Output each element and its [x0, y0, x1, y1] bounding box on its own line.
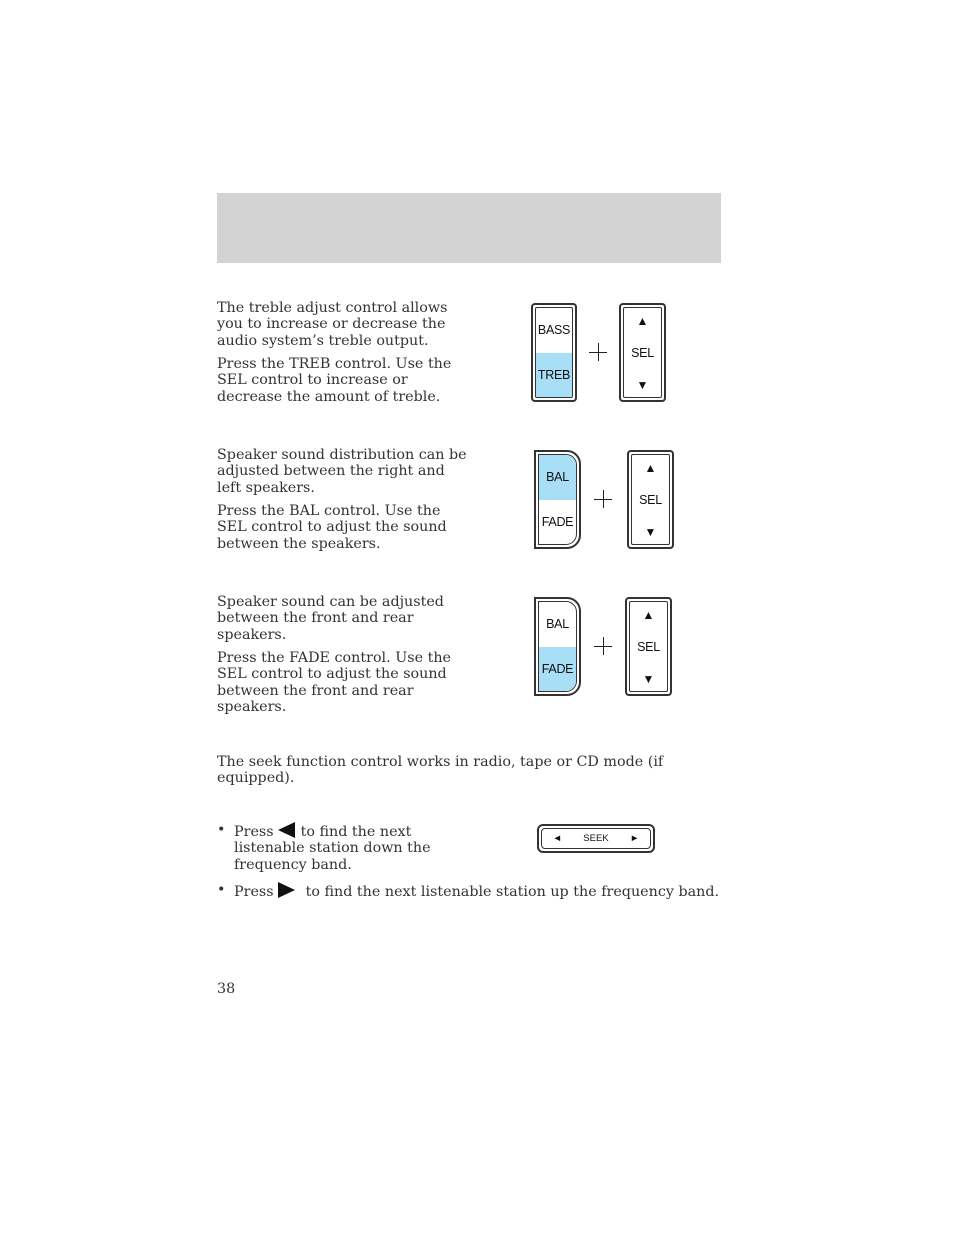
sel-label: SEL [639, 493, 662, 507]
bass-label: BASS [537, 323, 571, 338]
seek-down-arrow-icon [278, 822, 295, 838]
down-arrow-icon: ▼ [644, 525, 657, 539]
fade-description: Speaker sound can be adjusted between the front and rear speakers. [217, 594, 444, 643]
down-arrow-icon: ▼ [642, 672, 655, 686]
seek-right-arrow-icon: ► [629, 833, 640, 844]
seek-label: SEEK [583, 833, 609, 844]
seek-button[interactable] [537, 824, 655, 853]
sel-label: SEL [637, 640, 660, 654]
plus-icon [594, 637, 612, 655]
treble-description: The treble adjust control allows you to increase or decrease the audio system’s treble output. [217, 300, 448, 349]
bass-treb-button[interactable] [531, 303, 577, 402]
treb-label: TREB [536, 353, 572, 398]
seek-intro: The seek function control works in radio, tape or CD mode (if equipped). [217, 754, 664, 787]
bullet-icon: • [217, 822, 226, 838]
section-header-band [217, 193, 721, 263]
seek-up-arrow-icon [278, 882, 295, 898]
balance-description: Speaker sound distribution can be adjusted between the right and left speakers. [217, 447, 467, 496]
up-arrow-icon: ▲ [644, 461, 657, 475]
up-arrow-icon: ▲ [642, 608, 655, 622]
seek-left-arrow-icon: ◄ [552, 833, 563, 844]
plus-icon [594, 490, 612, 508]
press-label: Press [234, 884, 274, 900]
bullet-icon: • [217, 882, 226, 898]
sel-button-treble[interactable] [619, 303, 666, 402]
bal-label: BAL [546, 617, 569, 632]
fade-instructions: Press the FADE control. Use the SEL control to adjust the sound between the front and rear speakers. [217, 650, 452, 716]
fade-label: FADE [541, 514, 574, 529]
sel-button-fade[interactable] [625, 597, 672, 696]
seek-up-bullet [217, 882, 720, 900]
plus-icon [589, 343, 607, 361]
page-number: 38 [217, 981, 236, 997]
press-label: Press [234, 824, 274, 840]
sel-button-balance[interactable] [627, 450, 674, 549]
up-arrow-icon: ▲ [636, 314, 649, 328]
treble-instructions: Press the TREB control. Use the SEL control to increase or decrease the amount of treble. [217, 356, 452, 405]
seek-up-text: to find the next listenable station up the frequency band. [305, 884, 720, 900]
bal-fade-button-fade[interactable] [534, 597, 581, 696]
down-arrow-icon: ▼ [636, 378, 649, 392]
seek-down-bullet [217, 822, 457, 874]
sel-label: SEL [631, 346, 654, 360]
bal-label: BAL [539, 455, 576, 500]
bal-fade-button-balance[interactable] [534, 450, 581, 549]
seek-down-text: to find the next listenable station down the frequency band. [234, 824, 431, 873]
fade-label: FADE [539, 647, 576, 692]
balance-instructions: Press the BAL control. Use the SEL control to adjust the sound between the speakers. [217, 503, 447, 552]
